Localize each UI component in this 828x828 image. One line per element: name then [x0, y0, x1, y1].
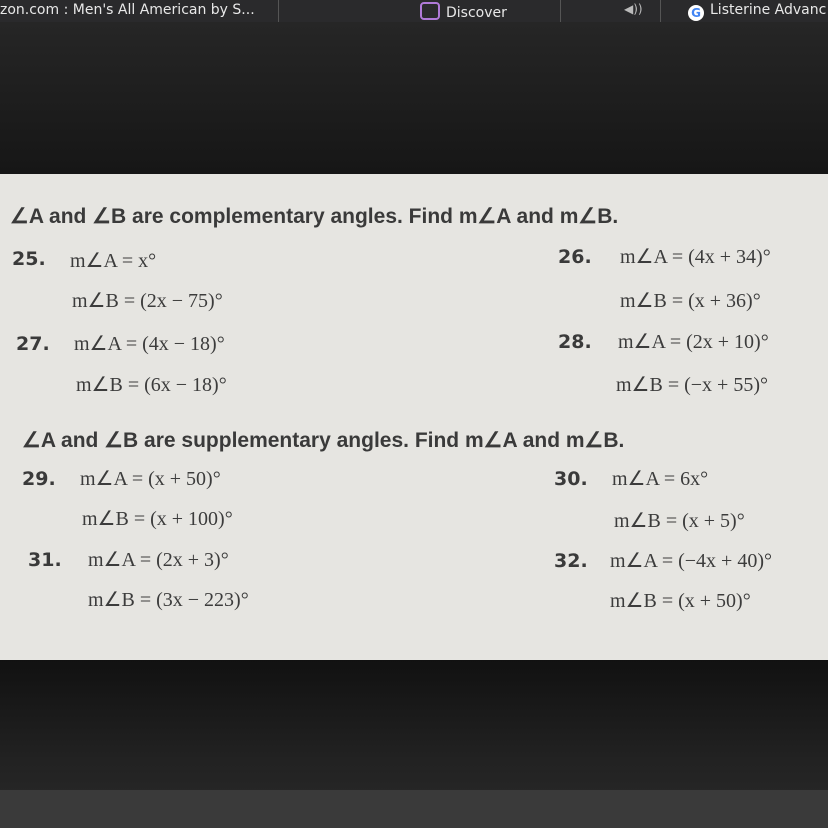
textbook-page [0, 174, 828, 660]
discover-icon [420, 2, 440, 20]
bookmark-separator [660, 0, 661, 22]
problem-number: 29. [22, 468, 56, 490]
problem-number: 27. [16, 333, 50, 355]
equation-angle-b: m∠B = (−x + 55)° [616, 374, 768, 396]
equation-angle-a: m∠A = 6x° [612, 468, 709, 490]
equation-angle-a: m∠A = (2x + 3)° [88, 549, 229, 571]
equation-angle-a: m∠A = (2x + 10)° [618, 331, 769, 353]
problem-number: 25. [12, 248, 46, 270]
bookmark-discover[interactable] [420, 2, 507, 21]
equation-angle-b: m∠B = (3x − 223)° [88, 589, 249, 611]
problem-number: 30. [554, 468, 588, 490]
equation-angle-b: m∠B = (2x − 75)° [72, 290, 223, 312]
equation-angle-b: m∠B = (x + 100)° [82, 508, 233, 530]
equation-angle-a: m∠A = (4x − 18)° [74, 333, 225, 355]
bookmark-listerine[interactable] [688, 2, 826, 21]
monitor-bezel [0, 790, 828, 828]
equation-angle-b: m∠B = (x + 50)° [610, 590, 751, 612]
bookmarks-bar [0, 0, 828, 22]
bookmark-discover-label: Discover [446, 5, 507, 21]
bookmark-amazon[interactable]: zon.com : Men's All American by S... [0, 2, 255, 18]
problem-number: 31. [28, 549, 62, 571]
problem-number: 32. [554, 550, 588, 572]
equation-angle-a: m∠A = (x + 50)° [80, 468, 221, 490]
bookmark-separator [278, 0, 279, 22]
google-icon: G [688, 5, 704, 21]
section1-heading: ∠A and ∠B are complementary angles. Find m∠A and m∠B. [10, 205, 619, 228]
equation-angle-a: m∠A = (−4x + 40)° [610, 550, 772, 572]
equation-angle-b: m∠B = (x + 36)° [620, 290, 761, 312]
bookmark-separator [560, 0, 561, 22]
equation-angle-b: m∠B = (x + 5)° [614, 510, 745, 532]
speaker-icon: ◀)) [624, 2, 643, 16]
equation-angle-b: m∠B = (6x − 18)° [76, 374, 227, 396]
problem-number: 28. [558, 331, 592, 353]
dark-screen-area [0, 22, 828, 174]
problem-number: 26. [558, 246, 592, 268]
equation-angle-a: m∠A = (4x + 34)° [620, 246, 771, 268]
section2-heading: ∠A and ∠B are supplementary angles. Find m∠A and m∠B. [22, 429, 625, 452]
bookmark-listerine-label: Listerine Advanc [710, 2, 827, 18]
equation-angle-a: m∠A = x° [70, 250, 157, 272]
